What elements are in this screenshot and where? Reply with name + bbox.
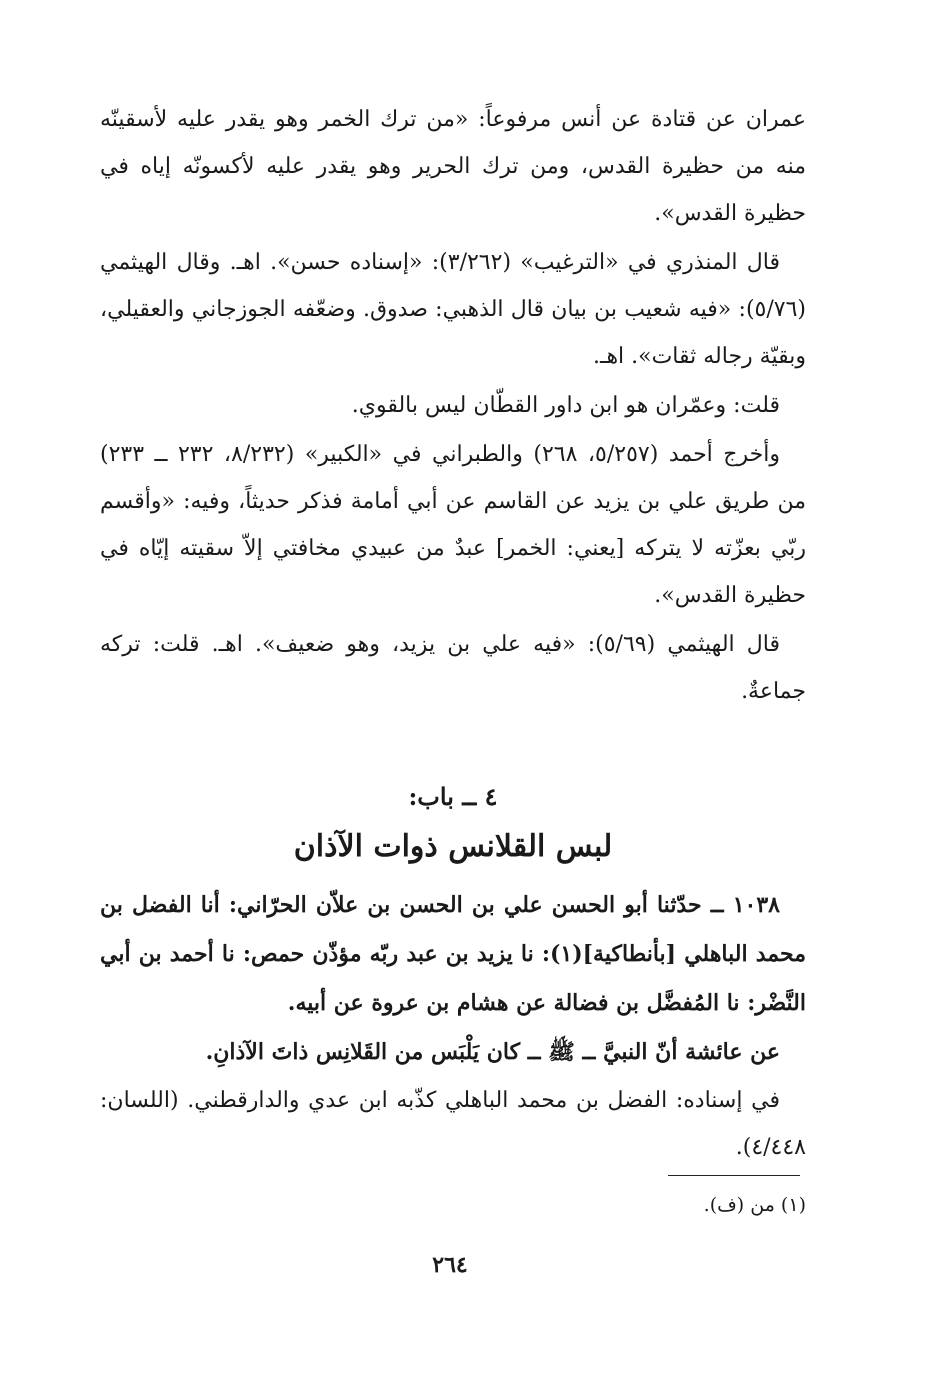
body-paragraph: وأخرج أحمد (٥/٢٥٧، ٢٦٨) والطبراني في «الكبير» (٨/٢٣٢، ٢٣٢ ــ ٢٣٣) من طريق علي بن يزيد عن القاسم عن أبي أمامة فذكر حديثاً، وفيه: «وأقسم ربّي بعزّته لا يتركه [يعني: الخمر] عبدٌ من عبيدي مخافتي إلاّ سقيته إيّاه في حظيرة القدس».: [100, 442, 806, 608]
body-paragraph: قال المنذري في «الترغيب» (٣/٢٦٢): «إسناده حسن». اهـ. وقال الهيثمي (٥/٧٦): «فيه شعيب بن بيان قال الذهبي: صدوق. وضعّفه الجوزجاني والعقيلي، وبقيّة رجاله ثقات». اهـ.: [100, 250, 806, 369]
footnote-divider: [668, 1175, 800, 1176]
commentary-paragraph: في إسناده: الفضل بن محمد الباهلي كذّبه ابن عدي والدارقطني. (اللسان: ٤/٤٤٨).: [100, 1088, 806, 1160]
page-body: [100, 96, 806, 1173]
body-paragraph: قال الهيثمي (٥/٦٩): «فيه علي بن يزيد، وهو ضعيف». اهـ. قلت: تركه جماعةٌ.: [100, 632, 806, 704]
page-number: ٢٦٤: [432, 1252, 468, 1278]
body-paragraph: قلت: وعمّران هو ابن داور القطّان ليس بالقوي.: [351, 393, 780, 418]
section-spacer: [100, 717, 806, 775]
chapter-number: ٤ ــ باب:: [408, 782, 498, 811]
hadith-isnad: ١٠٣٨ ــ حدّثنا أبو الحسن علي بن الحسن بن علاّن الحرّاني: أنا الفضل بن محمد الباهلي [بأنطاكية](١): نا يزيد بن عبد ربّه مؤذّن حمص: نا أحمد بن أبي النَّضْر: نا المُفضَّل بن فضالة عن هشام بن عروة عن أبيه.: [100, 892, 806, 1016]
hadith-matn: عن عائشة أنّ النبيَّ ــ ﷺ ــ كان يَلْبَس من القَلانِس ذاتَ الآذانِ.: [205, 1039, 780, 1065]
body-paragraph: عمران عن قتادة عن أنس مرفوعاً: «من ترك الخمر وهو يقدر عليه لأسقينّه منه من حظيرة القدس، ومن ترك الحرير وهو يقدر عليه لأكسونّه إياه في حظيرة القدس».: [100, 107, 806, 226]
chapter-title: لبس القلانس ذوات الآذان: [293, 829, 613, 864]
footnote: (١) من (ف).: [703, 1194, 806, 1216]
